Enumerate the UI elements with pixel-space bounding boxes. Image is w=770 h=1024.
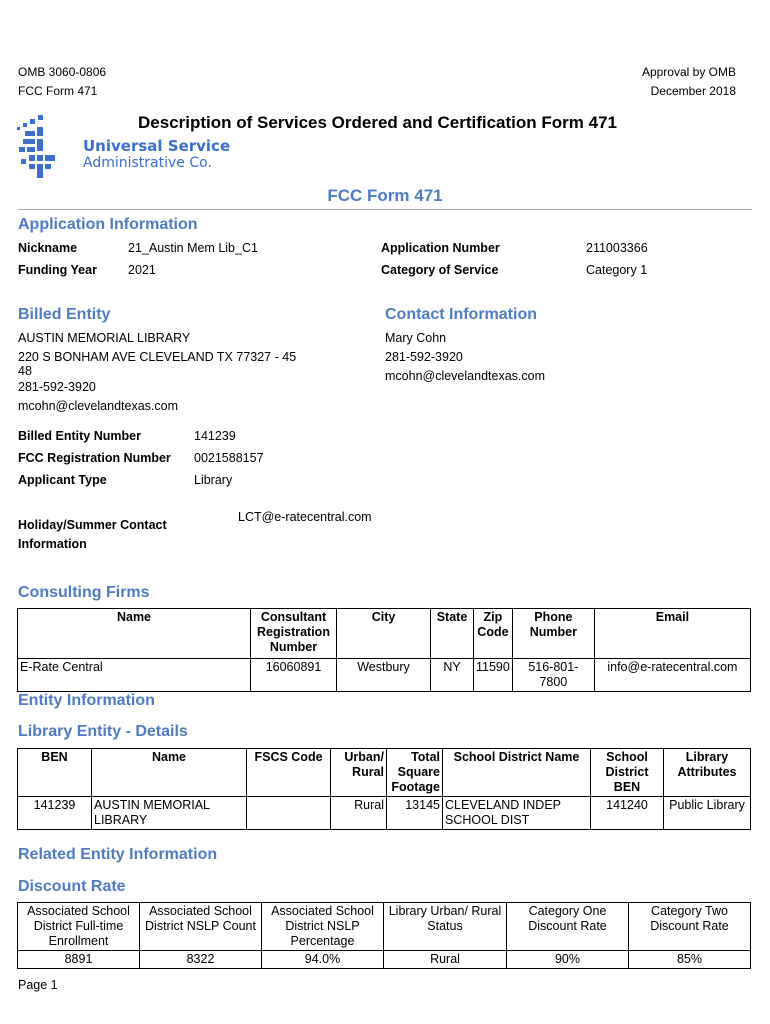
application-number-label: Application Number	[381, 241, 500, 255]
col-phone: Phone Number	[512, 609, 594, 659]
form-subtitle: FCC Form 471	[327, 186, 443, 205]
table-row	[18, 797, 751, 830]
col-school-district-ben: School District BEN	[591, 749, 664, 797]
logo-line1: Universal Service	[83, 137, 231, 155]
form-number: FCC Form 471	[18, 84, 98, 98]
funding-year-label: Funding Year	[18, 263, 97, 277]
category-label: Category of Service	[381, 263, 499, 277]
applicant-type-label: Applicant Type	[18, 473, 107, 487]
cell-urban-rural-status: Rural	[384, 951, 507, 969]
usac-logo-icon	[15, 113, 75, 185]
related-entity-heading: Related Entity Information	[18, 846, 218, 863]
col-fscs: FSCS Code	[247, 749, 331, 797]
cell-consultant-reg: 16060891	[251, 659, 337, 692]
cell-nslp-percentage: 94.0%	[262, 951, 384, 969]
ben-label: Billed Entity Number	[18, 429, 141, 443]
cell-city: Westbury	[337, 659, 431, 692]
billed-entity-email: mcohn@clevelandtexas.com	[18, 399, 178, 413]
cell-cat1-discount: 90%	[507, 951, 629, 969]
billed-entity-address2: 48	[18, 364, 32, 378]
col-enrollment: Associated School District Full-time Enrollment	[18, 903, 140, 951]
cell-ben: 141239	[18, 797, 92, 830]
col-square-footage: Total Square Footage	[387, 749, 443, 797]
col-consultant-reg: Consultant Registration Number	[251, 609, 337, 659]
table-row	[18, 659, 751, 692]
col-city: City	[337, 609, 431, 659]
cell-enrollment: 8891	[18, 951, 140, 969]
table-header-row	[18, 609, 751, 659]
application-info-heading: Application Information	[18, 216, 198, 233]
col-urban-rural: Urban/ Rural	[331, 749, 387, 797]
cell-nslp-count: 8322	[140, 951, 262, 969]
page-title: Description of Services Ordered and Certification Form 471	[138, 113, 617, 132]
nickname-label: Nickname	[18, 241, 78, 255]
col-state: State	[431, 609, 474, 659]
cell-zip: 11590	[474, 659, 513, 692]
col-urban-rural-status: Library Urban/ Rural Status	[384, 903, 507, 951]
library-entity-heading: Library Entity - Details	[18, 723, 188, 740]
col-school-district-name: School District Name	[443, 749, 591, 797]
library-entity-table	[17, 748, 751, 830]
approval-date: December 2018	[650, 84, 736, 98]
cell-urban-rural: Rural	[331, 797, 387, 830]
contact-name: Mary Cohn	[385, 331, 447, 345]
entity-info-heading: Entity Information	[18, 692, 155, 709]
col-cat2-discount: Category Two Discount Rate	[629, 903, 751, 951]
cell-name: E-Rate Central	[18, 659, 251, 692]
table-header-row	[18, 749, 751, 797]
billed-entity-heading: Billed Entity	[18, 306, 111, 323]
contact-phone: 281-592-3920	[385, 350, 463, 364]
cell-fscs	[247, 797, 331, 830]
col-nslp-count: Associated School District NSLP Count	[140, 903, 262, 951]
omb-number: OMB 3060-0806	[18, 65, 107, 79]
cell-email: info@e-ratecentral.com	[594, 659, 750, 692]
approval-text: Approval by OMB	[641, 65, 736, 79]
col-nslp-percentage: Associated School District NSLP Percentage	[262, 903, 384, 951]
col-library-attributes: Library Attributes	[664, 749, 751, 797]
consulting-firms-heading: Consulting Firms	[18, 584, 150, 601]
billed-entity-name: AUSTIN MEMORIAL LIBRARY	[18, 331, 191, 345]
col-zip: Zip Code	[474, 609, 513, 659]
consulting-firms-table	[17, 608, 751, 692]
col-cat1-discount: Category One Discount Rate	[507, 903, 629, 951]
contact-email: mcohn@clevelandtexas.com	[385, 369, 545, 383]
table-header-row	[18, 903, 751, 951]
logo-line2: Administrative Co.	[83, 155, 212, 171]
col-ben: BEN	[18, 749, 92, 797]
cell-phone: 516-801-7800	[512, 659, 594, 692]
cell-cat2-discount: 85%	[629, 951, 751, 969]
applicant-type-value: Library	[194, 473, 233, 487]
nickname-value: 21_Austin Mem Lib_C1	[128, 241, 258, 255]
col-email: Email	[594, 609, 750, 659]
application-number-value: 211003366	[586, 241, 648, 255]
frn-label: FCC Registration Number	[18, 451, 171, 465]
billed-entity-phone: 281-592-3920	[18, 380, 96, 394]
page-number: Page 1	[18, 978, 58, 992]
funding-year-value: 2021	[128, 263, 156, 277]
col-name: Name	[18, 609, 251, 659]
table-row	[18, 951, 751, 969]
cell-school-district-name: CLEVELAND INDEP SCHOOL DIST	[443, 797, 591, 830]
holiday-contact-label-1: Holiday/Summer Contact	[18, 518, 167, 532]
col-name: Name	[92, 749, 247, 797]
frn-value: 0021588157	[194, 451, 264, 465]
cell-square-footage: 13145	[387, 797, 443, 830]
category-value: Category 1	[586, 263, 648, 277]
cell-state: NY	[431, 659, 474, 692]
header-divider	[18, 209, 752, 210]
contact-info-heading: Contact Information	[385, 306, 537, 323]
cell-name: AUSTIN MEMORIAL LIBRARY	[92, 797, 247, 830]
holiday-contact-value: LCT@e-ratecentral.com	[238, 510, 372, 524]
cell-school-district-ben: 141240	[591, 797, 664, 830]
discount-rate-table	[17, 902, 751, 969]
billed-entity-address1: 220 S BONHAM AVE CLEVELAND TX 77327 - 45	[18, 350, 297, 364]
ben-value: 141239	[194, 429, 236, 443]
holiday-contact-label-2: Information	[18, 537, 87, 551]
cell-library-attributes: Public Library	[664, 797, 751, 830]
discount-rate-heading: Discount Rate	[18, 878, 126, 895]
